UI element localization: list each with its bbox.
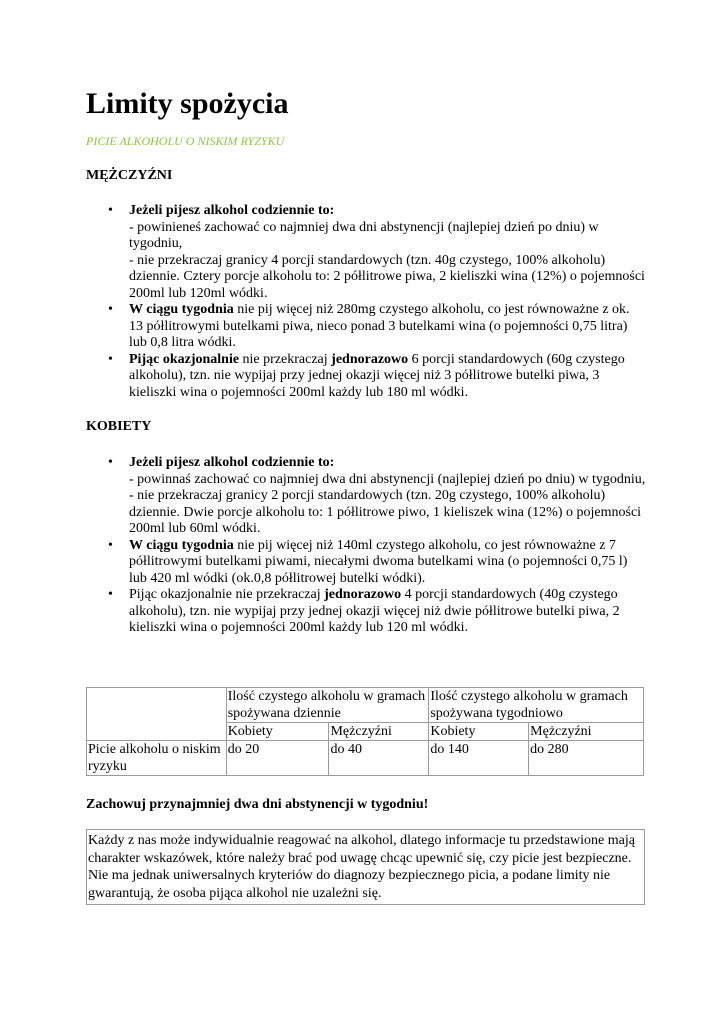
list-item bbox=[86, 455, 646, 538]
item-text: 6 porcji standardowych (60g czystego alkoholu), tzn. nie wypijaj przy jednej okazji więcej niż 3 półlitrowe butelki piwa, 3 kieliszki wina o pojemności 200ml każdy lub 180 ml wódki. bbox=[129, 351, 625, 400]
subheader-men-weekly: Mężczyźni bbox=[529, 723, 644, 741]
item-text: - nie przekraczaj granicy 4 porcji standardowych (tzn. 40g czystego, 100% alkoholu) dziennie. Cztery porcje alkoholu to: 2 półlitrowe piwa, 2 kieliszki wina (12%) o pojemności 200ml lub 120ml wódki. bbox=[129, 252, 645, 301]
list-item bbox=[86, 203, 646, 302]
list-item bbox=[86, 538, 646, 588]
header-weekly: Ilość czystego alkoholu w gramach spożywana tygodniowo bbox=[429, 688, 644, 723]
header-daily: Ilość czystego alkoholu w gramach spożywana dziennie bbox=[226, 688, 429, 723]
page-subtitle: PICIE ALKOHOLU O NISKIM RYZYKU bbox=[86, 134, 285, 148]
men-limits-list bbox=[86, 203, 646, 401]
item-lead: W ciągu tygodnia bbox=[129, 537, 234, 553]
subheader-men-daily: Mężczyźni bbox=[329, 723, 429, 741]
table-corner-cell bbox=[87, 688, 227, 741]
cell-daily-women: do 20 bbox=[226, 741, 329, 776]
limits-table bbox=[86, 687, 644, 776]
list-item bbox=[86, 352, 646, 402]
disclaimer-box bbox=[86, 829, 645, 905]
page-title: Limity spożycia bbox=[86, 87, 289, 120]
disclaimer-text: Każdy z nas może indywidualnie reagować na alkohol, dlatego informacje tu przedstawione mają charakter wskazówek, które należy brać pod uwagę chcąc upewnić się, czy picie jest bezpieczne. Nie ma jednak uniwersalnych kryteriów do diagnozy bezpiecznego picia, a podane limity nie gwarantują, że osoba pijąca alkohol nie uzależni się. bbox=[88, 833, 635, 901]
subheader-women-weekly: Kobiety bbox=[429, 723, 529, 741]
item-text: nie przekraczaj bbox=[239, 351, 332, 367]
subheader-women-daily: Kobiety bbox=[226, 723, 329, 741]
item-text: - powinnaś zachować co najmniej dwa dni abstynencji (najlepiej dzień po dniu) w tygodniu, bbox=[129, 471, 646, 487]
item-lead: Pijąc okazjonalnie bbox=[129, 351, 240, 367]
item-text: 4 porcji standardowych (40g czystego alkoholu), tzn. nie wypijaj przy jednej okazji więcej niż dwie półlitrowe butelki piwa, 2 kieliszki wina o pojemności 200ml każdy lub 120 ml wódki. bbox=[129, 587, 620, 635]
table-header-row bbox=[87, 688, 644, 723]
item-lead: Jeżeli pijesz alkohol codziennie to: bbox=[129, 455, 335, 470]
list-item bbox=[86, 302, 646, 352]
item-emphasis: jednorazowo bbox=[331, 351, 409, 367]
list-item bbox=[86, 587, 646, 637]
women-limits-list bbox=[86, 455, 646, 637]
item-lead: W ciągu tygodnia bbox=[129, 302, 234, 317]
cell-weekly-women: do 140 bbox=[429, 741, 529, 776]
item-lead: Jeżeli pijesz alkohol codziennie to: bbox=[129, 203, 335, 218]
cell-weekly-men: do 280 bbox=[529, 741, 644, 776]
cell-daily-men: do 40 bbox=[329, 741, 429, 776]
item-text: - powinieneś zachować co najmniej dwa dni abstynencji (najlepiej dzień po dniu) w tygodniu, bbox=[129, 219, 599, 251]
section-heading-women: KOBIETY bbox=[86, 419, 152, 434]
item-emphasis: jednorazowo bbox=[324, 587, 402, 602]
item-text: Pijąc okazjonalnie nie przekraczaj bbox=[129, 587, 325, 602]
item-text: nie pij więcej niż 140ml czystego alkoholu, co jest równoważne z 7 półlitrowymi butelkami piwami, niecałymi dwoma butelkami wina (o pojemności 0,75 l) lub 420 ml wódki (ok.0,8 półlitrowej butelki wódki). bbox=[129, 537, 628, 586]
table-row bbox=[87, 741, 644, 776]
item-text: - nie przekraczaj granicy 2 porcji standardowych (tzn. 20g czystego, 100% alkoholu) dziennie. Dwie porcje alkoholu to: 1 półlitrowe piwo, 1 kieliszek wina (12%) o pojemności 200ml lub 60ml wódki. bbox=[129, 488, 642, 536]
row-label: Picie alkoholu o niskim ryzyku bbox=[87, 741, 227, 776]
section-heading-men: MĘŻCZYŹNI bbox=[86, 168, 173, 183]
item-text: nie pij więcej niż 280mg czystego alkoholu, co jest równoważne z ok. 13 półlitrowymi butelkami piwa, nieco ponad 3 butelkami wina (o pojemności 0,75 litra) lub 0,8 litra wódki. bbox=[129, 302, 630, 350]
abstinence-note: Zachowuj przynajmniej dwa dni abstynencji w tygodniu! bbox=[86, 797, 429, 812]
